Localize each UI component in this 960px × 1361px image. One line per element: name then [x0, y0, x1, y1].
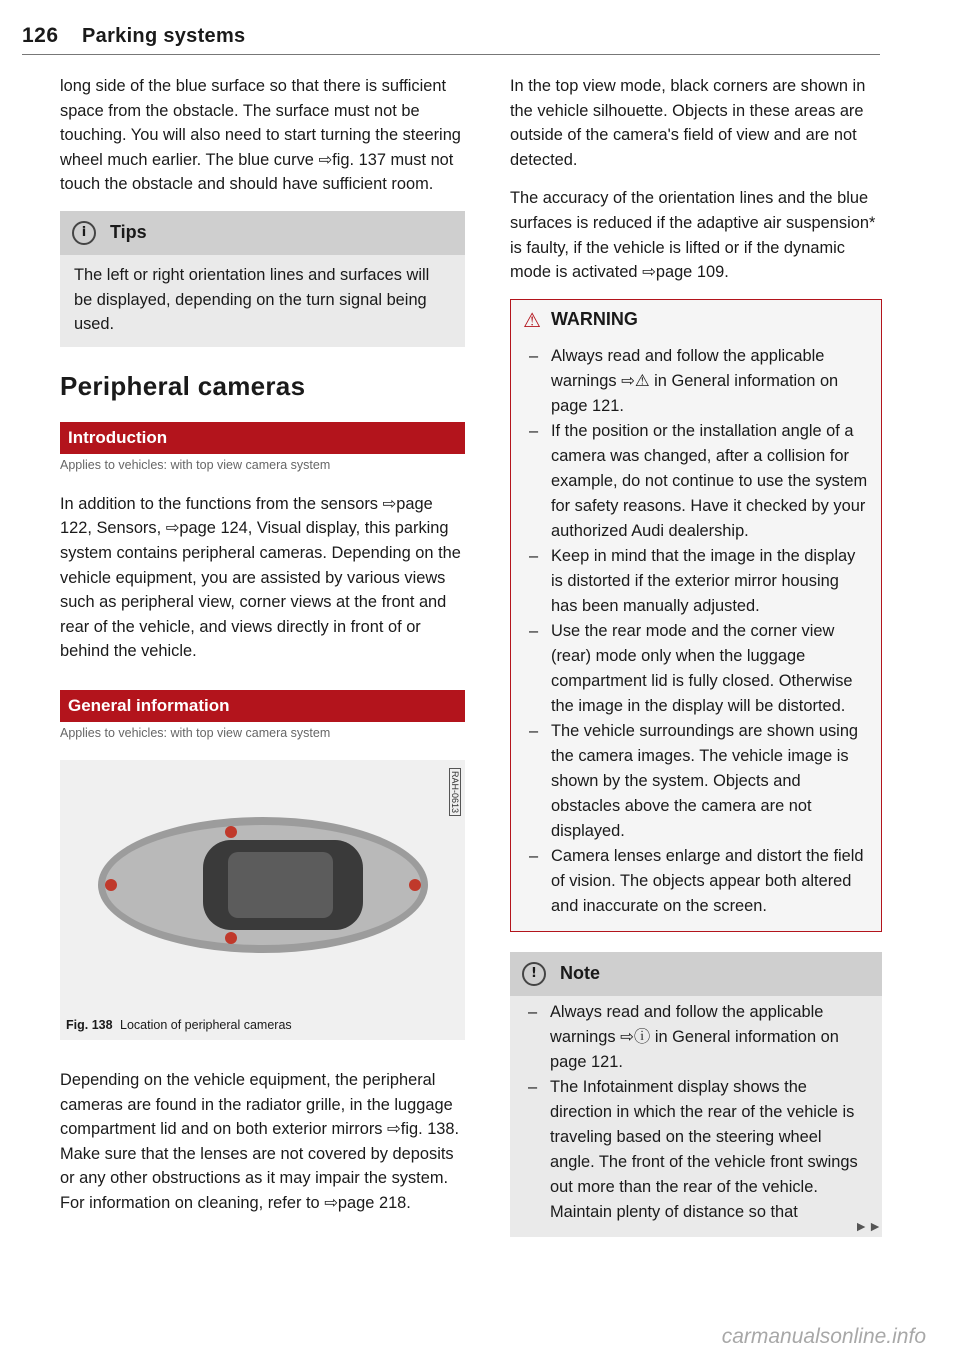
figure-caption-text: Location of peripheral cameras — [120, 1017, 292, 1032]
figure-code: RAH-0613 — [449, 768, 461, 816]
note-item: – The Infotainment display shows the direction in which the rear of the vehicle is traveling based on the steering wheel angle. The front of the vehicle front swings out more than the rear of the vehicle. Maintain plenty of distance so that — [522, 1075, 870, 1225]
note-box — [510, 952, 882, 1237]
warning-item: – Keep in mind that the image in the display is distorted if the exterior mirror housing has been manually adjusted. — [523, 544, 869, 619]
mirror-camera-right — [225, 932, 237, 944]
note-title: Note — [560, 963, 600, 984]
top-view-paragraph: In the top view mode, black corners are shown in the vehicle silhouette. Objects in these areas are outside of the camera's field of view and are not detected. — [510, 77, 866, 169]
warning-box — [510, 299, 882, 932]
general-info-applies: Applies to vehicles: with top view camera system — [60, 725, 331, 740]
rear-camera — [105, 879, 117, 891]
tips-header — [60, 211, 465, 255]
warning-header — [511, 300, 881, 340]
warning-item: – The vehicle surroundings are shown using the camera images. The vehicle image is shown by the system. Objects and obstacles above the camera are not displayed. — [523, 719, 869, 844]
note-item: – Always read and follow the applicable warnings ⇨ⓘ in General information on page 121. — [522, 1000, 870, 1075]
warning-item: – Camera lenses enlarge and distort the field of vision. The objects appear both altered and inaccurate on the screen. — [523, 844, 869, 919]
tips-title: Tips — [110, 222, 147, 243]
right-column — [510, 74, 882, 1261]
tips-body — [60, 255, 465, 347]
tips-text: The left or right orientation lines and surfaces will be displayed, depending on the turn signal being used. — [74, 265, 430, 334]
warning-body — [511, 340, 881, 931]
warning-item: – Always read and follow the applicable warnings ⇨⚠ in General information on page 121. — [523, 344, 869, 419]
page-header — [22, 24, 880, 55]
section-title: Peripheral cameras — [60, 370, 306, 401]
warning-item: – Use the rear mode and the corner view (rear) mode only when the luggage compartment lid is fully closed. Otherwise the image in the display will be distorted. — [523, 619, 869, 719]
note-body — [510, 996, 882, 1237]
continue-arrow-icon: ►► — [854, 1217, 882, 1234]
introduction-text: In addition to the functions from the sensors ⇨page 122, Sensors, ⇨page 124, Visual display, this parking system contains peripheral cameras. Depending on the vehicle equipment, you are assisted by various views such as peripheral view, corner views at the front and rear of the vehicle, and views directly in front of or behind the vehicle. — [60, 494, 461, 661]
left-column — [60, 74, 465, 1229]
footer-watermark: carmanualsonline.info — [721, 1325, 926, 1348]
front-camera — [409, 879, 421, 891]
warning-triangle-icon: ⚠ — [523, 307, 541, 332]
tips-box — [60, 211, 465, 347]
page-number: 126 — [22, 24, 59, 47]
figure-138 — [60, 760, 465, 1040]
intro-paragraph: long side of the blue surface so that there is sufficient space from the obstacle. The surface must not be touching. You will also need to start turning the steering wheel much earlier. The blue curve ⇨fig. 137 must not touch the obstacle and should have sufficient room. — [60, 77, 461, 194]
warning-title: WARNING — [550, 309, 638, 330]
introduction-applies: Applies to vehicles: with top view camera system — [60, 457, 331, 472]
mirror-camera-left — [225, 826, 237, 838]
figure-label: Fig. 138 — [66, 1017, 113, 1032]
introduction-heading: Introduction — [60, 422, 465, 454]
accuracy-paragraph: The accuracy of the orientation lines and the blue surfaces is reduced if the adaptive air suspension* is faulty, if the vehicle is lifted or if the dynamic mode is activated ⇨page 109. — [510, 189, 876, 282]
section-header-title: Parking systems — [82, 25, 246, 47]
general-info-text: Depending on the vehicle equipment, the peripheral cameras are found in the radiator grille, in the luggage compartment lid and on both exterior mirrors ⇨fig. 138. Make sure that the lenses are not covered by deposits or any other obstructions as it may impair the system. For information on cleaning, refer to ⇨page 218. — [60, 1070, 460, 1212]
warning-item: – If the position or the installation angle of a camera was changed, after a collision for example, do not continue to use the system for safety reasons. Have it checked by your authorized Audi dealership. — [523, 419, 869, 544]
caution-circle-icon: ! — [522, 962, 546, 986]
general-info-heading: General information — [60, 690, 465, 722]
car-silhouette-illustration — [93, 810, 433, 960]
note-header — [510, 952, 882, 996]
car-top-view-image — [60, 760, 465, 1010]
figure-caption — [60, 1010, 465, 1040]
info-icon: i — [72, 221, 96, 245]
